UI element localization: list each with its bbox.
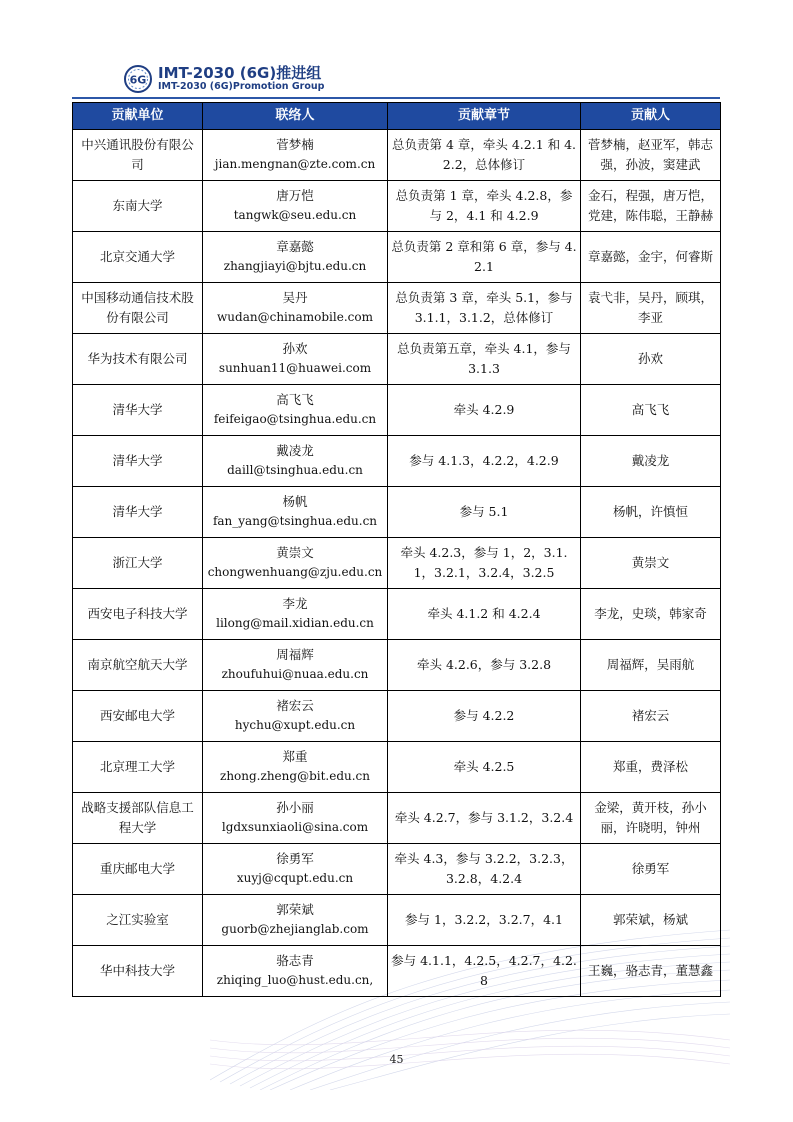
cell-unit: 北京理工大学 bbox=[73, 742, 203, 793]
contact-email: wudan@chinamobile.com bbox=[217, 310, 373, 325]
cell-chapters: 牵头 4.2.7，参与 3.1.2，3.2.4 bbox=[388, 793, 581, 844]
contact-name: 杨帆 bbox=[282, 494, 308, 510]
cell-people: 菅梦楠，赵亚军，韩志强，孙波，窦建武 bbox=[581, 130, 721, 181]
column-header-contact: 联络人 bbox=[203, 103, 388, 130]
contact-email: lgdxsunxiaoli@sina.com bbox=[221, 820, 369, 835]
cell-contact bbox=[203, 334, 388, 385]
contact-name: 菅梦楠 bbox=[276, 137, 314, 153]
contact-email: daill@tsinghua.edu.cn bbox=[227, 463, 363, 478]
table-row bbox=[73, 181, 721, 232]
table-body bbox=[73, 130, 721, 997]
table-header-row bbox=[73, 103, 721, 130]
cell-chapters: 总负责第五章，牵头 4.1，参与 3.1.3 bbox=[388, 334, 581, 385]
document-header bbox=[123, 62, 723, 96]
contact-email: zhiqing_luo@hust.edu.cn, bbox=[216, 973, 374, 988]
cell-contact bbox=[203, 130, 388, 181]
cell-unit: 之江实验室 bbox=[73, 895, 203, 946]
brand-subtitle: IMT-2030 (6G)Promotion Group bbox=[158, 81, 325, 92]
cell-chapters: 牵头 4.2.5 bbox=[388, 742, 581, 793]
cell-contact bbox=[203, 946, 388, 997]
cell-chapters: 参与 4.1.3，4.2.2，4.2.9 bbox=[388, 436, 581, 487]
table-row bbox=[73, 691, 721, 742]
logo-text: 6G bbox=[129, 73, 147, 87]
cell-unit: 清华大学 bbox=[73, 385, 203, 436]
cell-people: 徐勇军 bbox=[581, 844, 721, 895]
contact-email: fan_yang@tsinghua.edu.cn bbox=[212, 514, 378, 529]
contact-email: chongwenhuang@zju.edu.cn bbox=[207, 565, 383, 580]
contact-name: 褚宏云 bbox=[276, 698, 314, 714]
cell-chapters: 参与 1，3.2.2，3.2.7，4.1 bbox=[388, 895, 581, 946]
table-row bbox=[73, 538, 721, 589]
table-row bbox=[73, 232, 721, 283]
brand-title: IMT-2030 (6G)推进组 bbox=[158, 64, 322, 82]
table-row bbox=[73, 946, 721, 997]
column-header-chapters: 贡献章节 bbox=[388, 103, 581, 130]
cell-contact bbox=[203, 895, 388, 946]
cell-unit: 浙江大学 bbox=[73, 538, 203, 589]
cell-contact bbox=[203, 385, 388, 436]
contributors-table bbox=[72, 102, 721, 997]
cell-contact bbox=[203, 538, 388, 589]
cell-contact bbox=[203, 181, 388, 232]
imt2030-logo-icon bbox=[123, 64, 153, 94]
cell-chapters: 牵头 4.2.3，参与 1，2，3.1.1，3.2.1，3.2.4，3.2.5 bbox=[388, 538, 581, 589]
contact-email: xuyj@cqupt.edu.cn bbox=[236, 871, 354, 886]
contact-email: zhong.zheng@bit.edu.cn bbox=[220, 769, 370, 784]
cell-people: 黄崇文 bbox=[581, 538, 721, 589]
cell-chapters: 牵头 4.2.9 bbox=[388, 385, 581, 436]
page-number: 45 bbox=[389, 1053, 404, 1066]
cell-unit: 重庆邮电大学 bbox=[73, 844, 203, 895]
cell-people: 袁弋非，吴丹，顾琪，李亚 bbox=[581, 283, 721, 334]
cell-unit: 北京交通大学 bbox=[73, 232, 203, 283]
cell-people: 戴凌龙 bbox=[581, 436, 721, 487]
cell-contact bbox=[203, 691, 388, 742]
cell-people: 李龙，史琰，韩家奇 bbox=[581, 589, 721, 640]
cell-contact bbox=[203, 589, 388, 640]
contact-email: guorb@zhejianglab.com bbox=[221, 922, 369, 937]
contact-name: 黄崇文 bbox=[276, 545, 314, 561]
contact-email: zhangjiayi@bjtu.edu.cn bbox=[223, 259, 367, 274]
contact-name: 李龙 bbox=[282, 596, 308, 612]
cell-contact bbox=[203, 844, 388, 895]
table-row bbox=[73, 844, 721, 895]
cell-people: 金梁，黄开枝，孙小丽，许晓明，钟州 bbox=[581, 793, 721, 844]
contact-name: 章嘉懿 bbox=[276, 239, 314, 255]
cell-contact bbox=[203, 232, 388, 283]
contact-name: 孙小丽 bbox=[276, 800, 314, 816]
cell-unit: 南京航空航天大学 bbox=[73, 640, 203, 691]
contact-name: 骆志青 bbox=[276, 953, 314, 969]
table-row bbox=[73, 895, 721, 946]
cell-contact bbox=[203, 793, 388, 844]
cell-people: 郑重，费泽松 bbox=[581, 742, 721, 793]
contact-name: 郑重 bbox=[282, 749, 308, 765]
cell-contact bbox=[203, 742, 388, 793]
cell-people: 褚宏云 bbox=[581, 691, 721, 742]
cell-unit: 清华大学 bbox=[73, 436, 203, 487]
contact-name: 孙欢 bbox=[282, 341, 308, 357]
table-row bbox=[73, 283, 721, 334]
contact-email: tangwk@seu.edu.cn bbox=[233, 208, 357, 223]
cell-chapters: 总负责第 4 章，牵头 4.2.1 和 4.2.2，总体修订 bbox=[388, 130, 581, 181]
cell-chapters: 牵头 4.1.2 和 4.2.4 bbox=[388, 589, 581, 640]
column-header-people: 贡献人 bbox=[581, 103, 721, 130]
contact-name: 吴丹 bbox=[282, 290, 308, 306]
contact-email: hychu@xupt.edu.cn bbox=[234, 718, 356, 733]
cell-people: 章嘉懿，金宇，何睿斯 bbox=[581, 232, 721, 283]
table-row bbox=[73, 742, 721, 793]
table-row bbox=[73, 589, 721, 640]
cell-unit: 中国移动通信技术股份有限公司 bbox=[73, 283, 203, 334]
header-rule bbox=[72, 97, 720, 99]
cell-chapters: 参与 5.1 bbox=[388, 487, 581, 538]
cell-contact bbox=[203, 487, 388, 538]
table-row bbox=[73, 640, 721, 691]
contact-name: 周福辉 bbox=[276, 647, 314, 663]
contact-name: 戴凌龙 bbox=[276, 443, 314, 459]
cell-unit: 西安邮电大学 bbox=[73, 691, 203, 742]
contact-email: zhoufuhui@nuaa.edu.cn bbox=[221, 667, 369, 682]
cell-people: 金石，程强，唐万恺，党建，陈伟聪，王静赫 bbox=[581, 181, 721, 232]
cell-people: 高飞飞 bbox=[581, 385, 721, 436]
cell-unit: 华中科技大学 bbox=[73, 946, 203, 997]
cell-chapters: 参与 4.1.1，4.2.5，4.2.7，4.2.8 bbox=[388, 946, 581, 997]
cell-people: 郭荣斌，杨斌 bbox=[581, 895, 721, 946]
cell-unit: 战略支援部队信息工程大学 bbox=[73, 793, 203, 844]
table-row bbox=[73, 793, 721, 844]
contact-name: 高飞飞 bbox=[276, 392, 314, 408]
contact-name: 郭荣斌 bbox=[276, 902, 314, 918]
table-row bbox=[73, 436, 721, 487]
table-row bbox=[73, 130, 721, 181]
contact-email: lilong@mail.xidian.edu.cn bbox=[216, 616, 374, 631]
cell-unit: 西安电子科技大学 bbox=[73, 589, 203, 640]
cell-people: 杨帆，许慎恒 bbox=[581, 487, 721, 538]
cell-unit: 东南大学 bbox=[73, 181, 203, 232]
cell-chapters: 总负责第 1 章，牵头 4.2.8，参与 2，4.1 和 4.2.9 bbox=[388, 181, 581, 232]
cell-people: 孙欢 bbox=[581, 334, 721, 385]
contact-email: sunhuan11@huawei.com bbox=[218, 361, 372, 376]
cell-unit: 清华大学 bbox=[73, 487, 203, 538]
table-row bbox=[73, 385, 721, 436]
table-row bbox=[73, 487, 721, 538]
contact-name: 唐万恺 bbox=[276, 188, 314, 204]
table-row bbox=[73, 334, 721, 385]
cell-chapters: 牵头 4.2.6，参与 3.2.8 bbox=[388, 640, 581, 691]
cell-chapters: 参与 4.2.2 bbox=[388, 691, 581, 742]
contact-email: jian.mengnan@zte.com.cn bbox=[214, 157, 376, 172]
contact-email: feifeigao@tsinghua.edu.cn bbox=[213, 412, 377, 427]
cell-contact bbox=[203, 640, 388, 691]
cell-people: 周福辉，吴雨航 bbox=[581, 640, 721, 691]
cell-contact bbox=[203, 436, 388, 487]
cell-unit: 中兴通讯股份有限公司 bbox=[73, 130, 203, 181]
cell-unit: 华为技术有限公司 bbox=[73, 334, 203, 385]
cell-chapters: 总负责第 3 章，牵头 5.1，参与 3.1.1，3.1.2，总体修订 bbox=[388, 283, 581, 334]
cell-chapters: 总负责第 2 章和第 6 章，参与 4.2.1 bbox=[388, 232, 581, 283]
cell-people: 王巍，骆志青，董慧鑫 bbox=[581, 946, 721, 997]
cell-contact bbox=[203, 283, 388, 334]
column-header-unit: 贡献单位 bbox=[73, 103, 203, 130]
cell-chapters: 牵头 4.3，参与 3.2.2，3.2.3，3.2.8，4.2.4 bbox=[388, 844, 581, 895]
contact-name: 徐勇军 bbox=[276, 851, 314, 867]
